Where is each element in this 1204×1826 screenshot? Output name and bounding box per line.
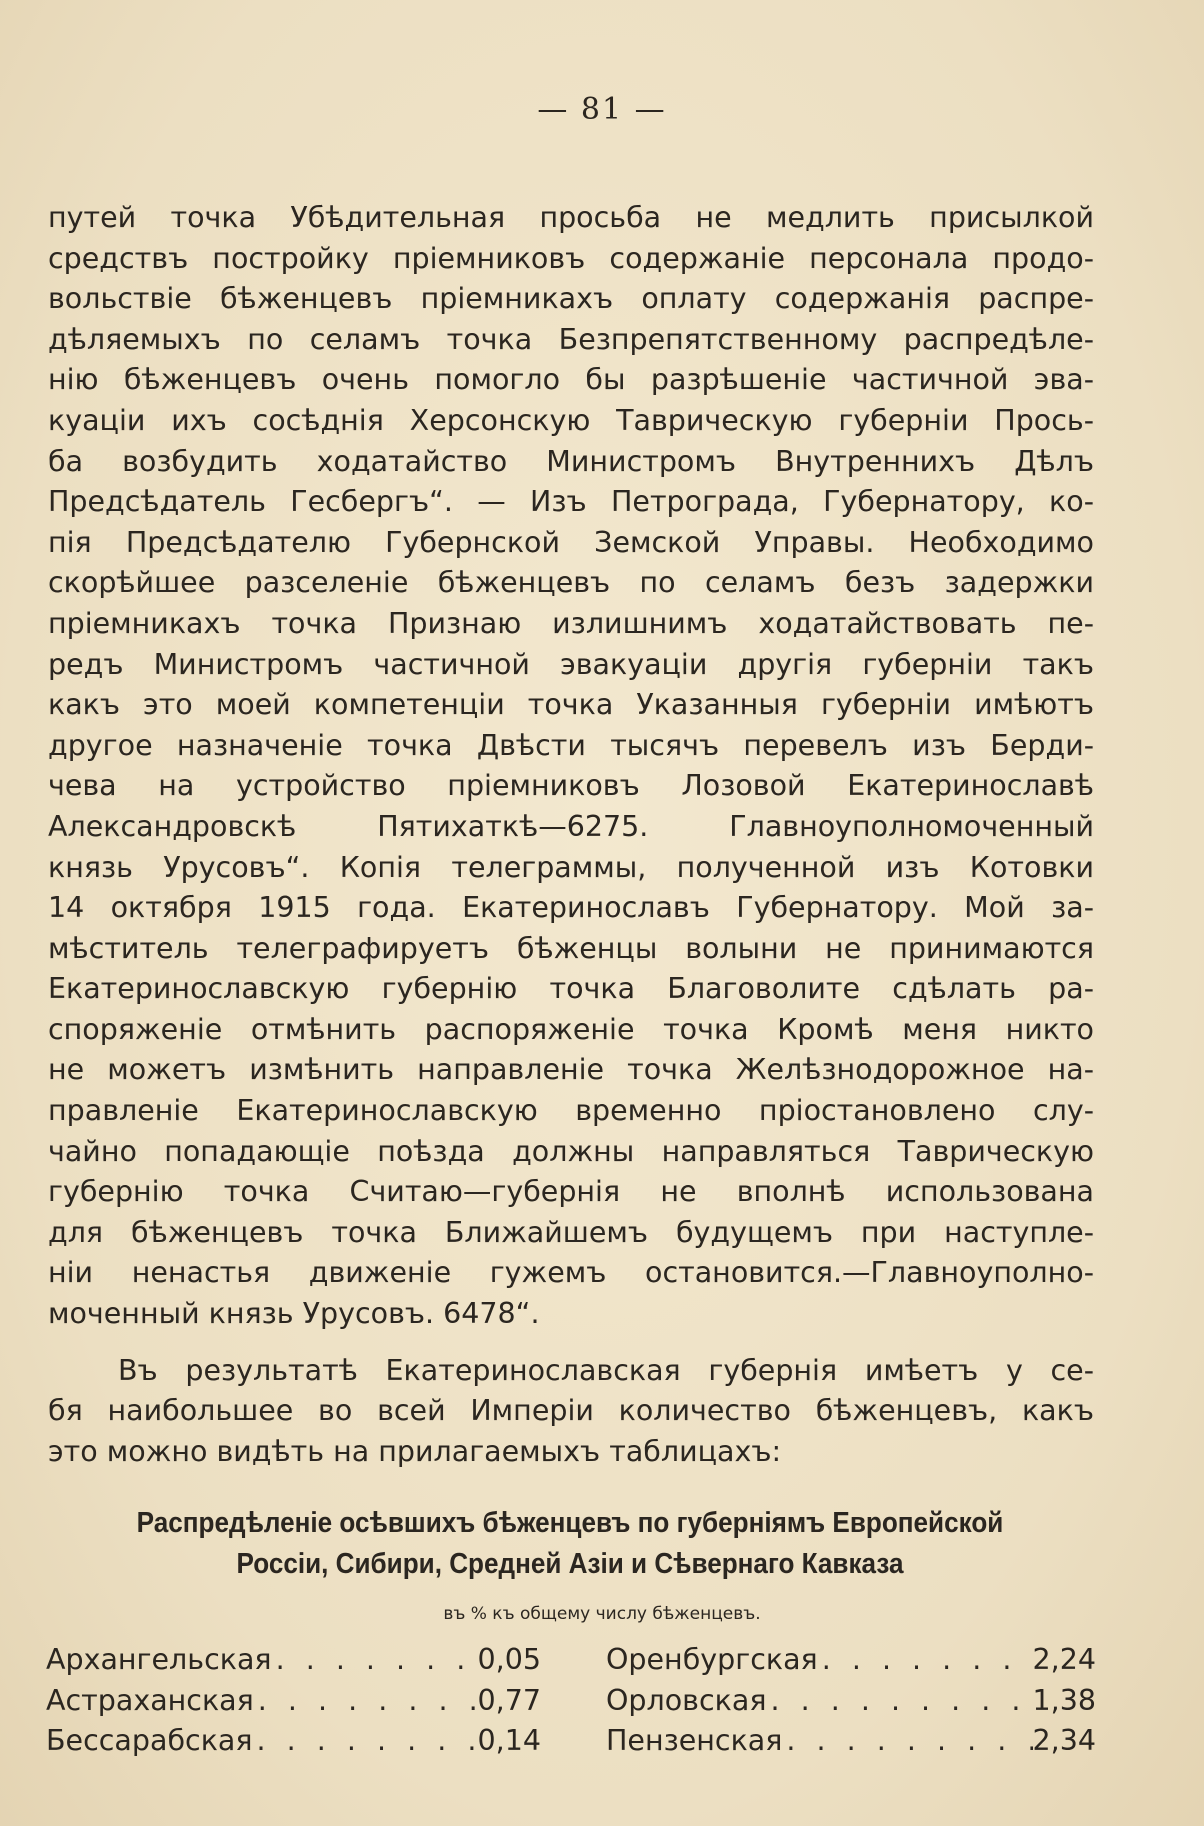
dot-leader [782, 1721, 1032, 1762]
page-number: — 81 — [537, 92, 667, 127]
province-name: Оренбургская [606, 1643, 818, 1676]
table-row [46, 1640, 1096, 1681]
dot-leader [254, 1681, 478, 1722]
text-line: губернію точка Считаю—губернія не вполнѣ использована [48, 1175, 1094, 1209]
text-line: чева на устройство пріемниковъ Лозовой Екатеринославѣ [48, 769, 1094, 803]
text-line: путей точка Убѣдительная просьба не медлить присылкой [48, 201, 1094, 234]
text-line: не можетъ измѣнить направленіе точка Желѣзнодорожное на- [48, 1053, 1094, 1087]
province-name: Астраханская [46, 1683, 254, 1717]
text-line: споряженіе отмѣнить распоряженіе точка Кромѣ меня никто [48, 1012, 1094, 1046]
text-line: другое назначеніе точка Двѣсти тысячъ перевелъ изъ Берди- [48, 728, 1094, 762]
province-name: Орловская [606, 1683, 767, 1717]
text-line: какъ это моей компетенціи точка Указанныя губерніи имѣютъ [48, 688, 1094, 722]
text-line: моченный князь Урусовъ. 6478“. [48, 1297, 540, 1331]
text-line: князь Урусовъ“. Копія телеграммы, полученной изъ Котовки [48, 850, 1094, 884]
province-name: Пензенская [606, 1724, 783, 1758]
text-line: куаціи ихъ сосѣднія Херсонскую Таврическую губерніи Прось- [48, 403, 1094, 437]
text-line: Въ результатѣ Екатеринославская губернія имѣетъ у се- [118, 1353, 1094, 1387]
text-line: пія Предсѣдателю Губернской Земской Управы. Необходимо [48, 525, 1094, 559]
dot-leader [272, 1640, 478, 1681]
table-cell [606, 1681, 1096, 1722]
text-line: правленіе Екатеринославскую временно пріостановлено слу- [48, 1094, 1094, 1128]
text-line: скорѣйшее разселеніе бѣженцевъ по селамъ безъ задержки [48, 566, 1094, 600]
text-line: пріемникахъ точка Признаю излишнимъ ходатайствовать пе- [48, 606, 1094, 640]
dot-leader [253, 1721, 478, 1762]
text-line: Предсѣдатель Гесбергъ“. — Изъ Петрограда, Губернатору, ко- [48, 485, 1094, 519]
province-percent: 1,38 [1032, 1683, 1096, 1717]
table-title-line: Распредѣленіе осѣвшихъ бѣженцевъ по губерніямъ Европейской [136, 1507, 1004, 1539]
province-name: Архангельская [46, 1643, 272, 1676]
text-line: бя наибольшее во всей Имперіи количество бѣженцевъ, какъ [48, 1394, 1094, 1428]
text-line: ніи ненастья движеніе гужемъ остановится.—Главноуполно- [48, 1256, 1094, 1290]
table-cell [46, 1681, 541, 1722]
table-subtitle: въ % къ общему числу бѣженцевъ. [443, 1604, 761, 1624]
text-line: средствъ постройку пріемниковъ содержаніе персонала продо- [48, 241, 1094, 275]
text-line: 14 октября 1915 года. Екатеринославъ Губернатору. Мой за- [48, 891, 1094, 925]
province-percent: 2,24 [1032, 1643, 1096, 1676]
text-line: ба возбудить ходатайство Министромъ Внутреннихъ Дѣлъ [48, 444, 1094, 478]
table-cell [606, 1721, 1096, 1762]
province-percent: 0,05 [477, 1643, 541, 1676]
text-line: чайно попадающіе поѣзда должны направляться Таврическую [48, 1134, 1094, 1168]
text-line: Екатеринославскую губернію точка Благоволите сдѣлать ра- [48, 972, 1094, 1006]
province-percent: 0,77 [477, 1683, 541, 1717]
table-row [46, 1681, 1096, 1722]
dot-leader [818, 1640, 1033, 1681]
table-cell [46, 1640, 541, 1681]
table-title [93, 1503, 1047, 1585]
province-percent: 2,34 [1032, 1724, 1096, 1758]
text-line: редъ Министромъ частичной эвакуаціи другія губерніи такъ [48, 647, 1094, 681]
text-line: мѣститель телеграфируетъ бѣженцы волыни не принимаются [48, 931, 1094, 965]
province-percent: 0,14 [477, 1724, 541, 1758]
table-title-line: Россіи, Сибири, Средней Азіи и Сѣвернаго Кавказа [236, 1548, 904, 1580]
paragraph-telegram [48, 198, 1094, 1335]
text-line: вольствіе бѣженцевъ пріемникахъ оплату содержанія распре- [48, 282, 1094, 316]
province-name: Бессарабская [46, 1724, 253, 1758]
body-text [48, 198, 1094, 1472]
table-row [46, 1721, 1096, 1762]
text-line: нію бѣженцевъ очень помогло бы разрѣшеніе частичной эва- [48, 363, 1094, 397]
text-line: дѣляемыхъ по селамъ точка Безпрепятственному распредѣле- [48, 322, 1094, 356]
text-line: для бѣженцевъ точка Ближайшемъ будущемъ при наступле- [48, 1215, 1094, 1249]
paragraph-result [48, 1351, 1094, 1473]
province-table [46, 1640, 1096, 1762]
text-line: Александровскѣ Пятихаткѣ—6275. Главноуполномоченный [48, 809, 1094, 843]
text-line: это можно видѣть на прилагаемыхъ таблицахъ: [48, 1434, 782, 1468]
table-cell [606, 1640, 1096, 1681]
dot-leader [766, 1681, 1032, 1722]
table-cell [46, 1721, 541, 1762]
